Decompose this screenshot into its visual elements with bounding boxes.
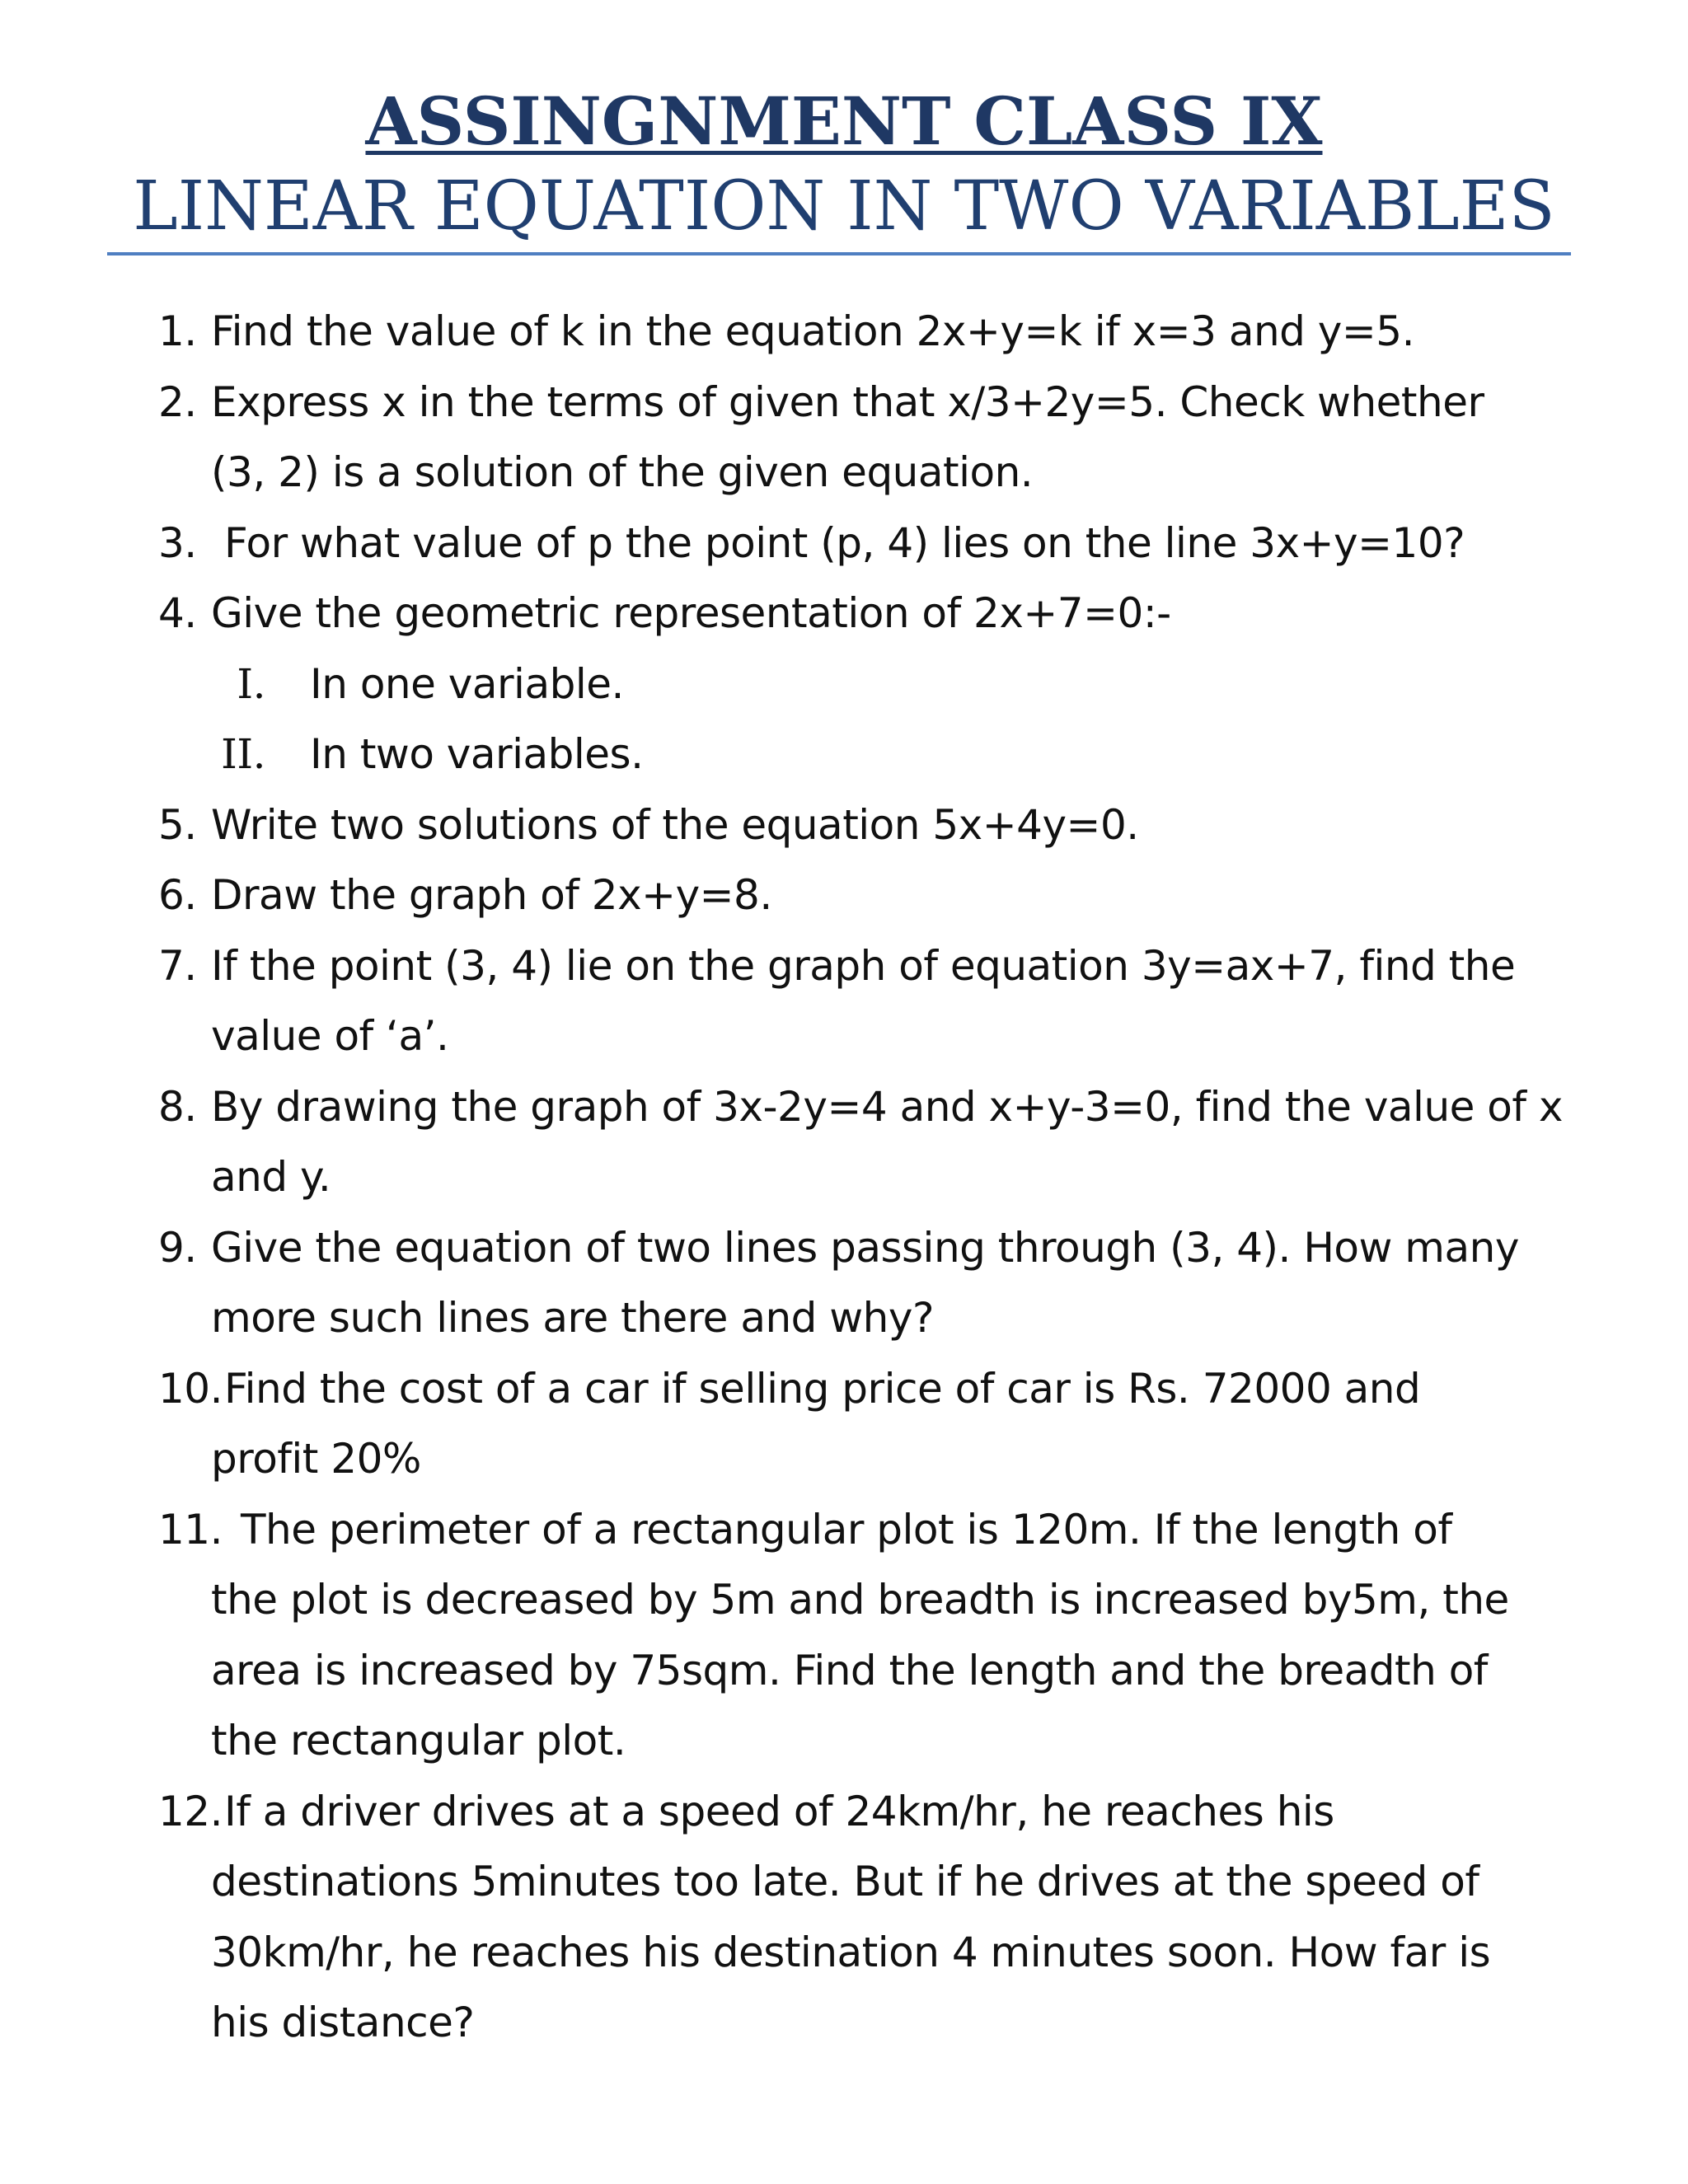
question-number: 5. — [158, 800, 197, 849]
page-title: ASSINGNMENT CLASS IX — [365, 82, 1323, 160]
question-text: Draw the graph of 2x+y=8. — [211, 871, 772, 919]
question-text: the rectangular plot. — [211, 1717, 626, 1765]
question-text: and y. — [211, 1153, 331, 1201]
question-number: 10. — [158, 1364, 223, 1413]
question-text: his distance? — [211, 1999, 475, 2046]
sub-item-text: In two variables. — [310, 730, 644, 778]
question-text: Find the cost of a car if selling price of car is Rs. 72000 and — [224, 1364, 1421, 1413]
question-number: 4. — [158, 589, 197, 637]
question-number: 7. — [158, 941, 197, 990]
question-number: 8. — [158, 1082, 197, 1131]
question-text: profit 20% — [211, 1435, 421, 1483]
question-text: area is increased by 75sqm. Find the length and the breadth of — [211, 1646, 1488, 1694]
question-text: 30km/hr, he reaches his destination 4 minutes soon. How far is — [211, 1928, 1491, 1976]
sub-item-numeral: II. — [221, 730, 265, 778]
question-text: (3, 2) is a solution of the given equation. — [211, 448, 1034, 496]
question-number: 6. — [158, 871, 197, 919]
question-text: Write two solutions of the equation 5x+4y=0. — [211, 800, 1139, 849]
question-text: Find the value of k in the equation 2x+y=k if x=3 and y=5. — [211, 307, 1414, 355]
question-number: 12. — [158, 1787, 223, 1835]
title-divider — [107, 252, 1571, 255]
page-subtitle: LINEAR EQUATION IN TWO VARIABLES — [133, 167, 1555, 246]
question-text: For what value of p the point (p, 4) lies on the line 3x+y=10? — [224, 518, 1465, 567]
question-text: Express x in the terms of given that x/3+2y=5. Check whether — [211, 377, 1484, 426]
question-text: more such lines are there and why? — [211, 1294, 934, 1342]
sub-item-numeral: I. — [237, 659, 265, 708]
question-number: 1. — [158, 307, 197, 355]
question-number: 2. — [158, 377, 197, 426]
question-text: By drawing the graph of 3x-2y=4 and x+y-3=0, find the value of x — [211, 1082, 1563, 1131]
question-text: the plot is decreased by 5m and breadth is increased by5m, the — [211, 1576, 1509, 1624]
question-number: 3. — [158, 518, 197, 567]
question-text: If a driver drives at a speed of 24km/hr, he reaches his — [224, 1787, 1334, 1835]
question-text: If the point (3, 4) lie on the graph of equation 3y=ax+7, find the — [211, 941, 1516, 990]
question-text: Give the geometric representation of 2x+7=0:- — [211, 589, 1171, 637]
question-text: The perimeter of a rectangular plot is 120m. If the length of — [241, 1505, 1452, 1554]
question-text: value of ‘a’. — [211, 1012, 449, 1060]
sub-item-text: In one variable. — [310, 659, 624, 708]
question-number: 9. — [158, 1223, 197, 1272]
question-number: 11. — [158, 1505, 223, 1554]
question-text: destinations 5minutes too late. But if he drives at the speed of — [211, 1858, 1479, 1905]
question-text: Give the equation of two lines passing through (3, 4). How many — [211, 1223, 1519, 1272]
